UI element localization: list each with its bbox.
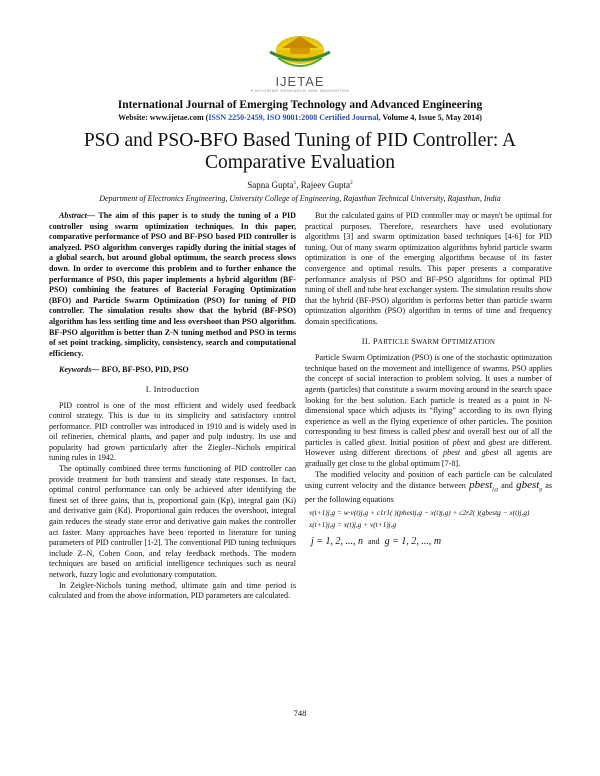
section-heading-introduction: [49, 384, 296, 395]
equation-velocity: v(t+1)j,g = w·v(t)j,g + c1r1( )(pbestj,g − x(t)j,g) + c2r2( )(gbestg − x(t)j,g): [309, 508, 530, 518]
pso-p1-part-g: all agents are gradually get close to the global optimum [7-8].: [305, 448, 553, 469]
index-j: j = 1, 2, ..., n: [311, 536, 364, 548]
right-paragraph-1: But the calculated gains of PID controller may or mayn't be optimal for practical purposes. Therefore, researchers have used evolutionary algorithms [3] and swarm optimization based techniques [4-6] for PID tuning. Out of many swarm optimization algorithms hybrid particle swarm optimization is one of the emerging algorithms because of its faster convergence and optimal results. This paper presents a comparative performance analysis of PSO and BF-PSO algorithms for optimal PID tuning of shell and tube heat exchanger system. The simulation results show that the hybrid (BF-PSO) algorithm is performs better than particle swarm optimization algorithm (PSO) algorithm in terms of time and frequency domain specifications.: [305, 211, 552, 326]
term-gbest-3: gbest: [481, 448, 499, 458]
intro-number: I.: [145, 383, 154, 394]
pso-p2-part-b: as per the following equations: [305, 481, 552, 505]
abstract-lead: Abstract—: [59, 211, 95, 220]
keywords: [49, 365, 296, 376]
website-suffix: Volume 4, Issue 5, May 2014): [380, 113, 482, 122]
pso-title-s: S: [411, 335, 417, 346]
pso-title-part2: WARM: [416, 337, 442, 346]
term-gbest: gbest: [367, 437, 385, 447]
author-1-sup: 1: [293, 180, 297, 186]
index-g: g = 1, 2, ..., m: [384, 536, 442, 548]
pso-p1-part-d: and: [469, 437, 489, 447]
page-number: 748: [293, 708, 307, 718]
pso-p2-part-a: The modified velocity and position of each particle can be calculated using current velocity and the distance between: [305, 469, 552, 491]
website-issn: ISSN 2250-2459, ISO 9001:2008 Certified Journal,: [208, 113, 381, 122]
term-pbest-2: pbest: [452, 437, 470, 447]
keywords-text: BFO, BF-PSO, PID, PSO: [99, 365, 189, 375]
pso-paragraph-2: [305, 470, 552, 506]
intro-paragraph-1: PID control is one of the most efficient and widely used feedback control strategy. This is due to its simplicity and satisfactory control performance. PID controller was introduced in 1910 and is widely used in oil refineries, chemical plants, and paper and pulp industry. Its use and popularity had grown particularly after the Ziegler–Nichols empirical tuning rules in 1942.: [49, 400, 296, 463]
term-pbest-3: pbest: [443, 448, 461, 458]
intro-paragraph-3: In Zeigler-Nichols tuning method, ultimate gain and time period is calculated and from the above information, PID parameters are calculated.: [49, 580, 296, 601]
paper-title: PSO and PSO-BFO Based Tuning of PID Controller: A Comparative Evaluation: [83, 130, 517, 173]
equation-position: x(t+1)j,g = x(t)j,g + v(t+1)j,g: [309, 520, 397, 530]
logo-emblem-icon: [260, 28, 340, 78]
paper-authors: [0, 180, 600, 190]
journal-name: International Journal of Emerging Technology and Advanced Engineering: [117, 99, 483, 111]
section-heading-pso: [305, 336, 552, 348]
abstract-text: The aim of this paper is to study the tuning of a PID controller using swarm optimization techniques. In this paper, comparative performance of PSO and BF-PSO based PID controller is analyzed. PSO algorithm converges rapidly during the initial stages of a global search, but around global optimum, the search process slows down. In order to overcome this problem and to further enhance the performance of PSO, this paper implements a hybrid algorithm (BF-PSO) combining the features of Bacterial Foraging Optimization (BFO) and Particle Swarm Optimization (PSO) for tuning of PID controller. The simulation results show that the hybrid (BF-PSO) algorithm has less settling time and less overshoot than PSO algorithm. BF-PSO algorithm is better than Z-N tuning method and PSO in terms of set point tracking, simplicity, consistency, search and computational efficiency.: [49, 211, 296, 358]
affiliation: Department of Electronics Engineering, University College of Engineering, Rajasthan Technical University, Rajasthan, India: [99, 194, 501, 203]
abstract: [49, 211, 296, 359]
logo-text: IJETAE: [275, 74, 325, 89]
pso-title-part1: ARTICLE: [377, 337, 412, 346]
index-and: and: [368, 537, 380, 547]
pso-p1-part-f: and: [460, 448, 482, 458]
term-pbest-sub: j,g: [492, 486, 498, 493]
pso-title-part3: PTIMIZATION: [447, 337, 496, 346]
term-pbest: pbest: [433, 427, 451, 437]
pso-p2-and: and: [497, 481, 517, 491]
logo-subtext: EXPLORING RESEARCH AND INNOVATION: [251, 88, 349, 93]
pso-paragraph-1: [305, 353, 552, 470]
author-1: Sapna Gupta: [247, 180, 294, 190]
intro-paragraph-2: The optimally combined three terms functioning of PID controller can provide treatment for both transient and steady state responses. In fact, optimal control performance can only be achieved after identifying the finest set of three gains, that is, proportional gain (Kp), integral gain (Ki) and derivative gain (Kd). Proportional gain reduces the overshoot, integral gain reduces the steady state error and derivative gain makes the controller act faster. Many approaches have been reported in literature for tuning parameters of PID controller [1-2]. The conventional PID tuning techniques include Z–N, Cohen Coon, and relay feedback methods. The modern techniques are based on artificial intelligence techniques such as neural network, fuzzy logic and evolutionary computation.: [49, 464, 296, 579]
right-column: [305, 211, 552, 548]
term-gbest-2: gbest: [488, 437, 506, 447]
term-gbest-g: gbest: [516, 479, 540, 492]
term-pbest-jg: pbest: [469, 479, 493, 492]
website-prefix: Website: www.ijetae.com (: [118, 113, 209, 122]
equation-indices: [311, 537, 552, 548]
author-separator: , Rajeev Gupta: [296, 180, 350, 190]
term-gbest-sub: g: [539, 486, 543, 493]
left-column: [49, 211, 296, 602]
pso-p1-part-a: Particle Swarm Optimization (PSO) is one of the stochastic optimization technique based on the movement and intelligence of swarms. PSO applies the concept of social interaction to problem solving. It uses a number of agents (particles) that constitute a swarm moving around in the search space looking for the best solution. Each particle is treated as a point in N-dimensional space which adjusts its “flying” according to its own flying experience as well as the flying experience of other particles. The position corresponding to best fitness is called: [305, 353, 552, 437]
pso-title-p: P: [372, 335, 378, 346]
pso-number: II.: [361, 335, 373, 346]
pso-p1-part-c: . Initial position of: [384, 437, 453, 447]
pso-title-o: O: [441, 335, 448, 346]
pso-p1-part-e: are different. However using different directions of: [305, 437, 552, 458]
keywords-lead: Keywords—: [59, 365, 100, 375]
author-2-sup: 2: [349, 180, 353, 186]
pso-p1-part-b: and overall best out of all the particles is called: [305, 427, 552, 447]
intro-title: Introduction: [153, 383, 200, 394]
journal-website: [0, 113, 600, 122]
